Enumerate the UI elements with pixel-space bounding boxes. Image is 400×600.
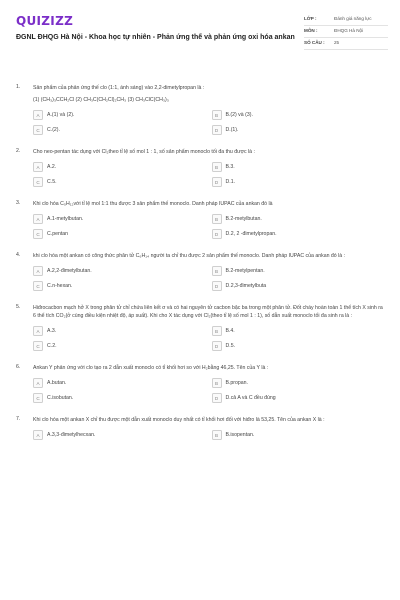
option-letter-box: B (212, 378, 222, 388)
option-letter-box: D (212, 393, 222, 403)
option-c[interactable] (33, 280, 208, 292)
option-text: A.(1) và (2). (47, 112, 75, 118)
option-text: C.pentan (47, 231, 69, 237)
option-b[interactable] (212, 213, 387, 225)
meta-value: ĐHQG Hà Nội (334, 28, 364, 33)
question-list (0, 84, 400, 441)
option-letter-box: A (33, 430, 43, 440)
option-b[interactable] (212, 325, 387, 337)
option-b[interactable] (212, 265, 387, 277)
question-6 (0, 364, 400, 404)
option-letter-box: B (212, 214, 222, 224)
question-number: 6. (16, 364, 21, 370)
option-letter-box: C (33, 393, 43, 403)
option-c[interactable] (33, 176, 208, 188)
question-number: 3. (16, 200, 21, 206)
option-letter-box: B (212, 430, 222, 440)
question-text: Cho neo-pentan tác dụng với Cl₂theo tỉ lệ số mol 1 : 1, số sản phẩm monoclo tối đa thu được là : (33, 149, 255, 155)
option-text: B.2-metylpentan. (225, 268, 265, 274)
option-b[interactable] (212, 109, 387, 121)
meta-value: 25 (334, 40, 340, 45)
option-text: A.3,3-đimetylhecxan. (47, 432, 96, 438)
option-letter-box: C (33, 341, 43, 351)
question-5 (0, 304, 400, 352)
option-text: B.propan. (225, 380, 248, 386)
option-a[interactable] (33, 377, 208, 389)
question-subtext: (1) (CH₃)₃CCH₂Cl (2) CH₃C(CH₂Cl)₂CH₃ (3) CH₃ClC(CH₃)₃ (33, 97, 169, 103)
option-letter-box: B (212, 326, 222, 336)
question-3 (0, 200, 400, 240)
option-text: B.2-metylbutan. (225, 216, 262, 222)
option-letter-box: D (212, 125, 222, 135)
option-text: D.(1). (225, 127, 239, 133)
meta-row-subject (304, 26, 388, 38)
option-letter-box: A (33, 326, 43, 336)
question-4 (0, 252, 400, 292)
option-letter-box: A (33, 162, 43, 172)
options (33, 265, 386, 292)
options (33, 377, 386, 404)
question-number: 4. (16, 252, 21, 258)
option-text: A.1-metylbutan. (47, 216, 84, 222)
option-a[interactable] (33, 161, 208, 173)
option-d[interactable] (212, 280, 387, 292)
option-letter-box: D (212, 281, 222, 291)
option-letter-box: D (212, 229, 222, 239)
option-text: B.(2) và (3). (225, 112, 253, 118)
option-text: D.1. (225, 179, 236, 185)
options (33, 325, 386, 352)
option-text: D.cả A và C đều đúng (225, 395, 276, 401)
option-letter-box: A (33, 214, 43, 224)
option-b[interactable] (212, 161, 387, 173)
document-title: ĐGNL ĐHQG Hà Nội - Khoa học tự nhiên - Phản ứng thế và phản ứng oxi hóa ankan (16, 34, 295, 41)
option-c[interactable] (33, 124, 208, 136)
question-text: khi clo hóa một ankan có công thức phân tử C₆H₁₄ người ta chỉ thu được 2 sản phẩm thế monoclo. Danh pháp IUPAC của ankan đó là : (33, 253, 346, 259)
question-text: Khi clo hóa một ankan X chỉ thu được một dẫn xuất monoclo duy nhất có tỉ khối hơi đối với hiđro là 53,25. Tên của ankan X là : (33, 417, 325, 423)
options (33, 161, 386, 188)
meta-label: SỐ CÂU : (304, 40, 325, 45)
option-letter-box: A (33, 378, 43, 388)
options (33, 109, 386, 136)
option-d[interactable] (212, 124, 387, 136)
option-letter-box: B (212, 266, 222, 276)
question-2 (0, 148, 400, 188)
option-text: C.(2). (47, 127, 60, 133)
option-a[interactable] (33, 429, 208, 441)
option-c[interactable] (33, 228, 208, 240)
options (33, 213, 386, 240)
option-letter-box: D (212, 341, 222, 351)
option-text: A.3. (47, 328, 57, 334)
option-text: A.2. (47, 164, 57, 170)
question-number: 2. (16, 148, 21, 154)
meta-label: MÔN : (304, 28, 318, 33)
option-letter-box: A (33, 266, 43, 276)
question-1 (0, 84, 400, 136)
question-text: Sản phẩm của phản ứng thế clo (1:1, ánh sáng) vào 2,2-dimetylpropan là : (33, 85, 205, 91)
question-text: Ankan Y phản ứng với clo tạo ra 2 dẫn xuất monoclo có tỉ khối hơi so với H₂bằng 46,25. Tên của Y là : (33, 365, 269, 371)
meta-label: LỚP : (304, 16, 317, 21)
options (33, 429, 386, 441)
option-text: A.2,2-đimetylbutan. (47, 268, 92, 274)
option-letter-box: B (212, 162, 222, 172)
option-text: C.5. (47, 179, 57, 185)
meta-value: Đánh giá năng lực (334, 16, 372, 21)
meta-row-class (304, 14, 388, 26)
option-b[interactable] (212, 377, 387, 389)
option-a[interactable] (33, 213, 208, 225)
header (0, 0, 400, 78)
option-text: C.2. (47, 343, 57, 349)
option-a[interactable] (33, 109, 208, 121)
meta-row-count (304, 38, 388, 50)
option-text: B.3. (225, 164, 235, 170)
option-letter-box: A (33, 110, 43, 120)
option-letter-box: C (33, 125, 43, 135)
option-d[interactable] (212, 392, 387, 404)
option-a[interactable] (33, 265, 208, 277)
question-text: Khi clo hóa C₅H₁₂với tỉ lệ mol 1:1 thu được 3 sản phẩm thế monoclo. Danh pháp IUPAC của ankan đó là (33, 201, 273, 207)
option-letter-box: C (33, 281, 43, 291)
option-c[interactable] (33, 340, 208, 352)
option-letter-box: D (212, 177, 222, 187)
meta-panel (304, 14, 388, 50)
option-text: D.2, 2 -đimetylpropan. (225, 231, 277, 237)
option-letter-box: C (33, 177, 43, 187)
option-text: A.butan. (47, 380, 67, 386)
option-c[interactable] (33, 392, 208, 404)
option-text: D.2,3-đimetylbuta (225, 283, 267, 289)
option-text: D.5. (225, 343, 236, 349)
option-text: C.isobutan. (47, 395, 74, 401)
option-text: B.isopentan. (225, 432, 255, 438)
option-letter-box: B (212, 110, 222, 120)
question-text: Hiđrocacbon mạch hở X trong phân tử chỉ chứa liên kết σ và có hai nguyên tử cacbon bậc ba trong một phân tử. Đốt cháy hoàn toàn 1 thể tích X sinh ra 6 thể tích CO₂(ở cùng điều kiện nhiệt độ, áp suất). Khi cho X tác dụng với Cl₂(theo tỉ lệ số mol 1 : 1), số dẫn xuất monoclo tối đa sinh ra là : (33, 305, 383, 319)
question-number: 7. (16, 416, 21, 422)
option-d[interactable] (212, 176, 387, 188)
option-a[interactable] (33, 325, 208, 337)
quizizz-logo: QUIZIZZ (16, 14, 74, 28)
question-7 (0, 416, 400, 441)
option-letter-box: C (33, 229, 43, 239)
question-number: 5. (16, 304, 21, 310)
option-d[interactable] (212, 340, 387, 352)
question-number: 1. (16, 84, 21, 90)
option-text: B.4. (225, 328, 235, 334)
option-b[interactable] (212, 429, 387, 441)
option-d[interactable] (212, 228, 387, 240)
option-text: C.n-hexan. (47, 283, 73, 289)
